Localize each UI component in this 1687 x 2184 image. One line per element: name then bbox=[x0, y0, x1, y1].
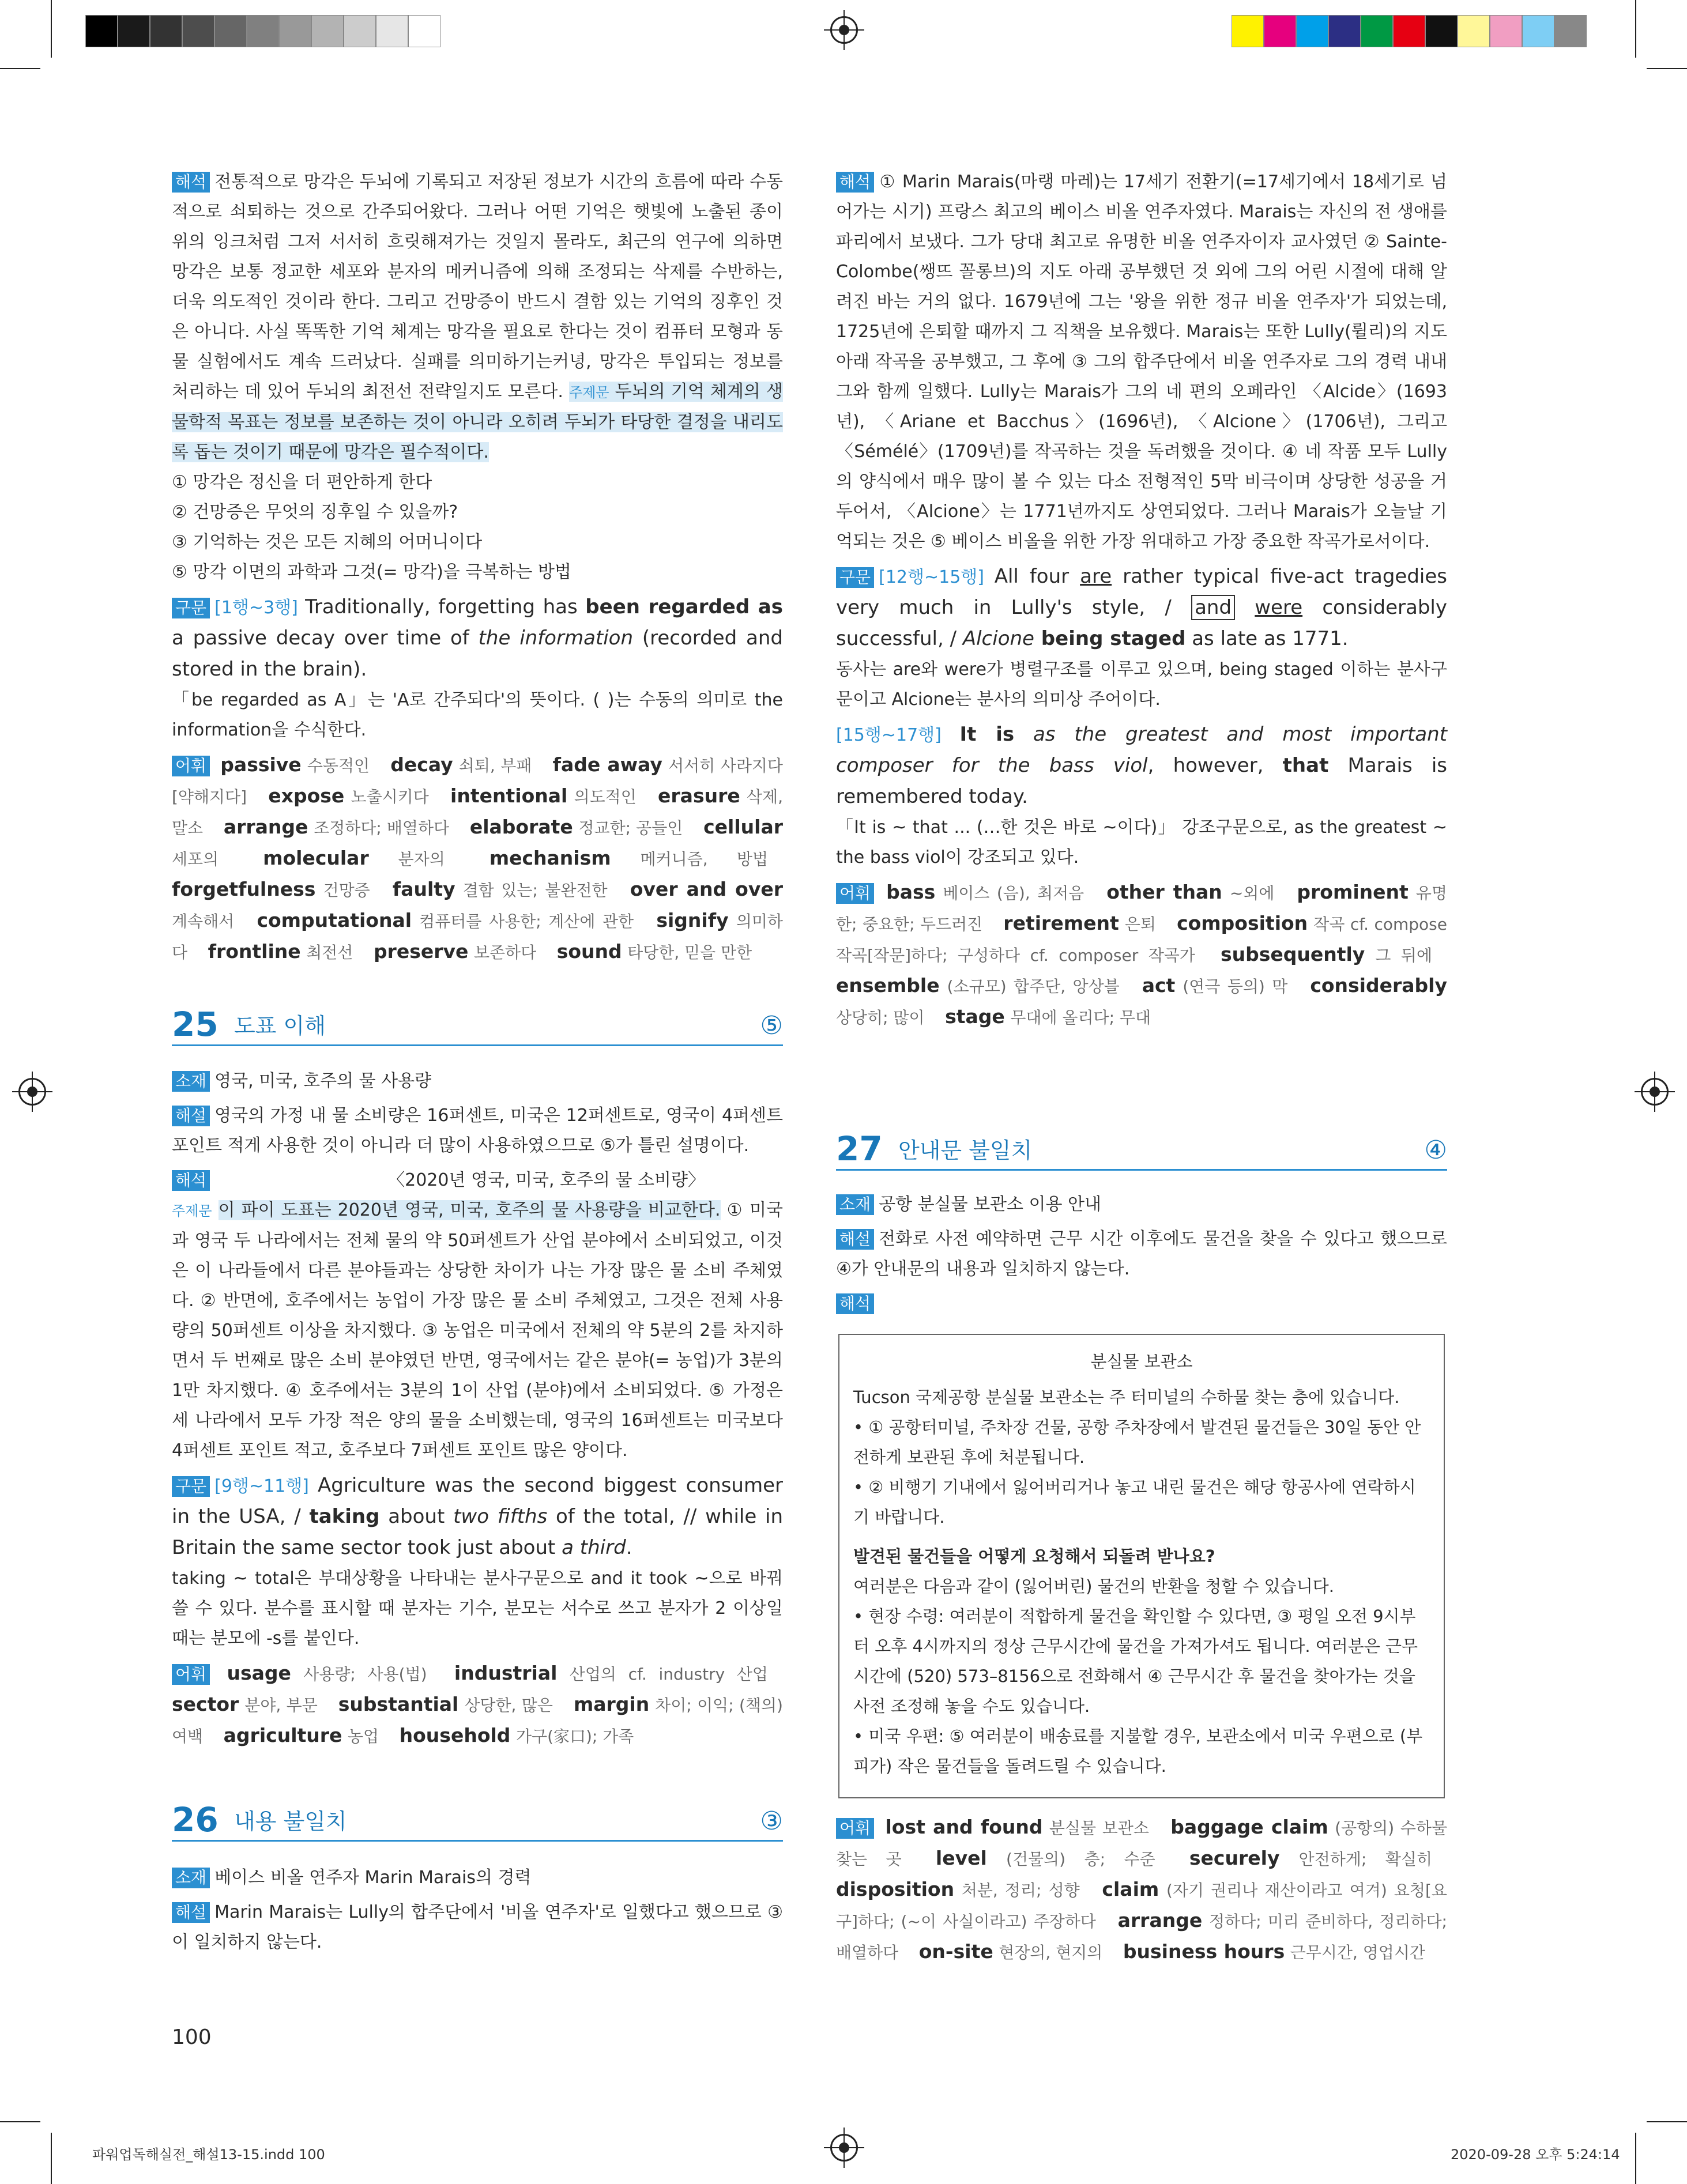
registration-mark-icon bbox=[830, 16, 858, 44]
translation-paragraph: 주제문 이 파이 도표는 2020년 영국, 미국, 호주의 물 사용량을 비교한다. ① 미국과 영국 두 나라에서는 전체 물의 약 50퍼센트가 산업 분야에서 소비되었고, 이것은 이 나라들에서 다른 분야들과는 상당한 차이가 나는 가장 많은 물 소비 주체였다. ② 반면에, 호주에서는 농업이 가장 많은 물 소비 주체였고, 그것은 전체 사용량의 50퍼센트 이상을 차지했다. ③ 농업은 미국에서 전체의 약 5분의 2를 차지하면서 두 번째로 많은 소비 분야였던 반면, 영국에서는 같은 분야(= 농업)가 3분의 1만 차지했다. ④ 호주에서는 3분의 1이 산업 (분야)에서 소비되었다. ⑤ 가정은 세 나라에서 모두 가장 적은 양의 물을 소비했는데, 영국의 16퍼센트는 미국보다 4퍼센트 포인트 적고, 호주보다 7퍼센트 포인트 많은 양이다. bbox=[172, 1200, 783, 1461]
option-1: ① 망각은 정신을 더 편안하게 한다 bbox=[172, 472, 432, 492]
footer-date: 2020-09-28 오후 5:24:14 bbox=[1451, 2147, 1620, 2163]
grayscale-swatches bbox=[85, 15, 440, 47]
answer-number: ③ bbox=[760, 1806, 783, 1836]
material: 소재 베이스 비올 연주자 Marin Marais의 경력 bbox=[172, 1863, 783, 1893]
syntax-note: 구문 [12행~15행] All four are rather typical five-act tragedies very much in Lully's style, / and were considerably successful, / Alcione being staged as late as 1771. bbox=[836, 565, 1447, 650]
vocab-list: 어휘 passive 수동적인 decay 쇠퇴, 부패 fade away 서서히 사라지다[약해지다] expose 노출시키다 intentional 의도적인 erasure 삭제, 말소 arrange 조정하다; 배열하다 elaborate 정교한; 공들인 cellular 세포의 molecular 분자의 mechanism 메커니즘, 방법 forgetfulness 건망증 faulty 결함 있는; 불완전한 over and over 계속해서 computational 컴퓨터를 사용한; 계산에 관한 signify 의미하다 frontline 최전선 preserve 보존하다 sound 타당한, 믿을 만한 bbox=[172, 753, 784, 963]
section-title: 도표 이해 bbox=[234, 1013, 326, 1039]
section-25-body bbox=[172, 1066, 783, 1752]
translation-paragraph: 해석 ① Marin Marais(마랭 마레)는 17세기 전환기(=17세기에서 18세기로 넘어가는 시기) 프랑스 최고의 베이스 비올 연주자였다. Marais는 자신의 전 생애를 파리에서 보냈다. 그가 당대 최고로 유명한 비올 연주자이자 교사였던 ② Sainte-Colombe(쌩뜨 꼴롱브)의 지도 아래 공부했던 것 외에 그의 어린 시절에 대해 알려진 바는 거의 없다. 1679년에 그는 '왕을 위한 정규 비올 연주자'가 되었는데, 1725년에 은퇴할 때까지 그 직책을 보유했다. Marais는 또한 Lully(륄리)의 지도 아래 작곡을 공부했고, 그 후에 ③ 그의 합주단에서 비올 연주자로 그의 경력 내내 그와 함께 일했다. Lully는 Marais가 그의 네 편의 오페라인 〈Alcide〉(1693년), 〈Ariane et Bacchus〉(1696년), 〈Alcione〉(1706년), 그리고 〈Sémélé〉(1709년)를 작곡하는 것을 독려했을 것이다. ④ 네 작품 모두 Lully의 양식에서 매우 많이 볼 수 있는 다소 전형적인 5막 비극이며 상당한 성공을 거두어서, 〈Alcione〉는 1771년까지도 상연되었다. 그러나 Marais가 오늘날 기억되는 것은 ⑤ 베이스 비올을 위한 가장 위대하고 가장 중요한 작곡가로서이다. bbox=[836, 172, 1447, 552]
vocab-list: 어휘 bass 베이스 (음), 최저음 other than ~외에 prominent 유명한; 중요한; 두드러진 retirement 은퇴 composition 작곡 cf. compose 작곡[작문]하다; 구성하다 cf. composer 작곡가 subsequently 그 뒤에 ensemble (소규모) 합주단, 앙상블 act (연극 등의) 막 considerably 상당히; 많이 stage 무대에 올리다; 무대 bbox=[836, 881, 1447, 1028]
material: 소재 공항 분실물 보관소 이용 안내 bbox=[836, 1190, 1447, 1220]
syntax-explanation-2: 「It is ~ that ... (…한 것은 바로 ~이다)」 강조구문으로, as the greatest ~ the bass viol이 강조되고 있다. bbox=[836, 817, 1447, 867]
topic-sentence: 이 파이 도표는 2020년 영국, 미국, 호주의 물 사용량을 비교한다. bbox=[218, 1200, 721, 1220]
page-number: 100 bbox=[172, 2025, 212, 2049]
syntax-note: 구문 [9행~11행] Agriculture was the second biggest consumer in the USA, / taking about two fifths of the total, // while in Britain the same sector took just about a third. bbox=[172, 1474, 784, 1559]
answer-number: ⑤ bbox=[760, 1011, 783, 1040]
crop-mark bbox=[1647, 2121, 1687, 2122]
crop-mark bbox=[1647, 68, 1687, 69]
section-27-vocab bbox=[836, 1812, 1447, 1968]
vocab-list: 어휘 usage 사용량; 사용(법) industrial 산업의 cf. industry 산업 sector 분야, 부문 substantial 상당한, 많은 margin 차이; 이익; (책의) 여백 agriculture 농업 household 가구(家口); 가족 bbox=[172, 1662, 783, 1747]
vocab-list: 어휘 lost and found 분실물 보관소 baggage claim (공항의) 수하물 찾는 곳 level (건물의) 층; 수준 securely 안전하게; 확실히 disposition 처분, 정리; 성향 claim (자기 권리나 재산이라고 여겨) 요청[요구]하다; (~이 사실이라고) 주장하다 arrange 정하다; 미리 준비하다, 정리하다; 배열하다 on-site 현장의, 현지의 business hours 근무시간, 영업시간 bbox=[836, 1816, 1447, 1963]
section-27-header bbox=[836, 1129, 1447, 1171]
explanation: 해설 영국의 가정 내 물 소비량은 16퍼센트, 미국은 12퍼센트로, 영국이 4퍼센트 포인트 적게 사용한 것이 아니라 더 많이 사용하였으므로 ⑤가 틀린 설명이다. bbox=[172, 1106, 783, 1156]
notice-bullet: • ① 공항터미널, 주차장 건물, 공항 주차장에서 발견된 물건들은 30일 동안 안전하게 보관된 후에 처분됩니다. bbox=[853, 1417, 1421, 1467]
syntax-note-2: [15행~17행] It is as the greatest and most important composer for the bass viol, however, that Marais is remembered today. bbox=[836, 723, 1448, 808]
notice-question-intro: 여러분은 다음과 같이 (잃어버린) 물건의 반환을 청할 수 있습니다. bbox=[853, 1576, 1334, 1596]
syntax-explanation: 동사는 are와 were가 병렬구조를 이루고 있으며, being staged 이하는 분사구문이고 Alcione는 분사의 의미상 주어이다. bbox=[836, 659, 1447, 710]
translation: 해석 〈2020년 영국, 미국, 호주의 물 소비량〉 bbox=[172, 1165, 783, 1195]
section-26-header bbox=[172, 1800, 783, 1842]
crop-mark bbox=[0, 68, 40, 69]
registration-mark-icon bbox=[830, 2134, 858, 2162]
option-2: ② 건망증은 무엇의 징후일 수 있을까? bbox=[172, 502, 458, 522]
section-number: 26 bbox=[172, 1800, 219, 1839]
syntax-explanation: taking ~ total은 부대상황을 나타내는 분사구문으로 and it took ~으로 바꿔 쓸 수 있다. 분수를 표시할 때 분자는 기수, 분모는 서수로 쓰고 분자가 2 이상일 때는 분모에 -s를 붙인다. bbox=[172, 1568, 783, 1649]
section-26-body bbox=[172, 1863, 783, 1957]
notice-bullet: • ② 비행기 기내에서 잃어버리거나 놓고 내린 물건은 해당 항공사에 연락하시기 바랍니다. bbox=[853, 1477, 1416, 1527]
section-25-header bbox=[172, 1004, 783, 1046]
crop-mark bbox=[1635, 0, 1636, 58]
option-5: ⑤ 망각 이면의 과학과 그것(= 망각)을 극복하는 방법 bbox=[172, 562, 571, 582]
option-3: ③ 기억하는 것은 모든 지혜의 어머니이다 bbox=[172, 532, 483, 552]
right-column bbox=[836, 167, 1447, 1033]
translation-paragraph: 해석 전통적으로 망각은 두뇌에 기록되고 저장된 정보가 시간의 흐름에 따라 수동적으로 쇠퇴하는 것으로 간주되어왔다. 그러나 어떤 기억은 햇빛에 노출된 종이 위의 잉크처럼 그저 서서히 흐릿해져가는 것일지 몰라도, 최근의 연구에 의하면 망각은 보통 정교한 세포와 분자의 메커니즘에 의해 조정되는 삭제를 수반하는, 더욱 의도적인 것이라 한다. 그리고 건망증이 반드시 결함 있는 기억의 징후인 것은 아니다. 사실 똑똑한 기억 체계는 망각을 필요로 한다는 것이 컴퓨터 모형과 동물 실험에서도 계속 드러났다. 실패를 의미하기는커녕, 망각은 투입되는 정보를 처리하는 데 있어 두뇌의 최전선 전략일지도 모른다. 주제문 두뇌의 기억 체계의 생물학적 목표는 정보를 보존하는 것이 아니라 오히려 두뇌가 타당한 결정을 내리도록 돕는 것이기 때문에 망각은 필수적이다. bbox=[172, 172, 783, 462]
translation-label: 해석 bbox=[836, 1289, 1447, 1319]
registration-mark-icon bbox=[18, 1078, 46, 1106]
notice-bullet: • 미국 우편: ⑤ 여러분이 배송료를 지불할 경우, 보관소에서 미국 우편으로 (부피가) 작은 물건들을 돌려드릴 수 있습니다. bbox=[853, 1726, 1423, 1776]
syntax-explanation: 「be regarded as A」는 'A로 간주되다'의 뜻이다. ( )는 수동의 의미로 the information을 수식한다. bbox=[172, 690, 783, 740]
crop-mark bbox=[51, 0, 52, 58]
topic-sentence: 주제문 두뇌의 기억 체계의 생물학적 목표는 정보를 보존하는 것이 아니라 오히려 두뇌가 타당한 결정을 내리도록 돕는 것이기 때문에 망각은 필수적이다. bbox=[172, 382, 783, 462]
notice-intro: Tucson 국제공항 분실물 보관소는 주 터미널의 수하물 찾는 층에 있습니다. bbox=[853, 1387, 1400, 1407]
explanation: 해설 Marin Marais는 Lully의 합주단에서 '비올 연주자'로 일했다고 했으므로 ③이 일치하지 않는다. bbox=[172, 1902, 783, 1952]
section-title: 안내문 불일치 bbox=[898, 1138, 1033, 1163]
crop-mark bbox=[1635, 2133, 1636, 2184]
answer-number: ④ bbox=[1424, 1136, 1447, 1165]
material: 소재 영국, 미국, 호주의 물 사용량 bbox=[172, 1066, 783, 1096]
explanation: 해설 전화로 사전 예약하면 근무 시간 이후에도 물건을 찾을 수 있다고 했으므로 ④가 안내문의 내용과 일치하지 않는다. bbox=[836, 1229, 1447, 1279]
section-number: 27 bbox=[836, 1129, 883, 1168]
color-swatches bbox=[1232, 15, 1587, 47]
section-27-body bbox=[836, 1190, 1447, 1319]
section-title: 내용 불일치 bbox=[234, 1809, 347, 1834]
section-number: 25 bbox=[172, 1005, 219, 1044]
left-column bbox=[172, 167, 783, 968]
registration-mark-icon bbox=[1641, 1078, 1669, 1106]
notice-box bbox=[838, 1334, 1445, 1798]
chart-title: 〈2020년 영국, 미국, 호주의 물 소비량〉 bbox=[387, 1170, 705, 1190]
footer-file: 파워업독해실전_해설13-15.indd 100 bbox=[92, 2147, 325, 2163]
syntax-note: 구문 [1행~3행] Traditionally, forgetting has been regarded as a passive decay over time of the information (recorded and stored in the brain). bbox=[172, 595, 783, 681]
notice-title: 분실물 보관소 bbox=[1090, 1352, 1193, 1371]
notice-question: 발견된 물건들을 어떻게 요청해서 되돌려 받나요? bbox=[853, 1546, 1215, 1566]
crop-mark bbox=[0, 2121, 40, 2122]
notice-bullet: • 현장 수령: 여러분이 적합하게 물건을 확인할 수 있다면, ③ 평일 오전 9시부터 오후 4시까지의 정상 근무시간에 물건을 가져가셔도 됩니다. 여러분은 근무시간에 (520) 573–8156으로 전화해서 ④ 근무시간 후 물건을 찾아가는 것을 사전 조정해 놓을 수도 있습니다. bbox=[853, 1606, 1418, 1716]
crop-mark bbox=[51, 2133, 52, 2184]
